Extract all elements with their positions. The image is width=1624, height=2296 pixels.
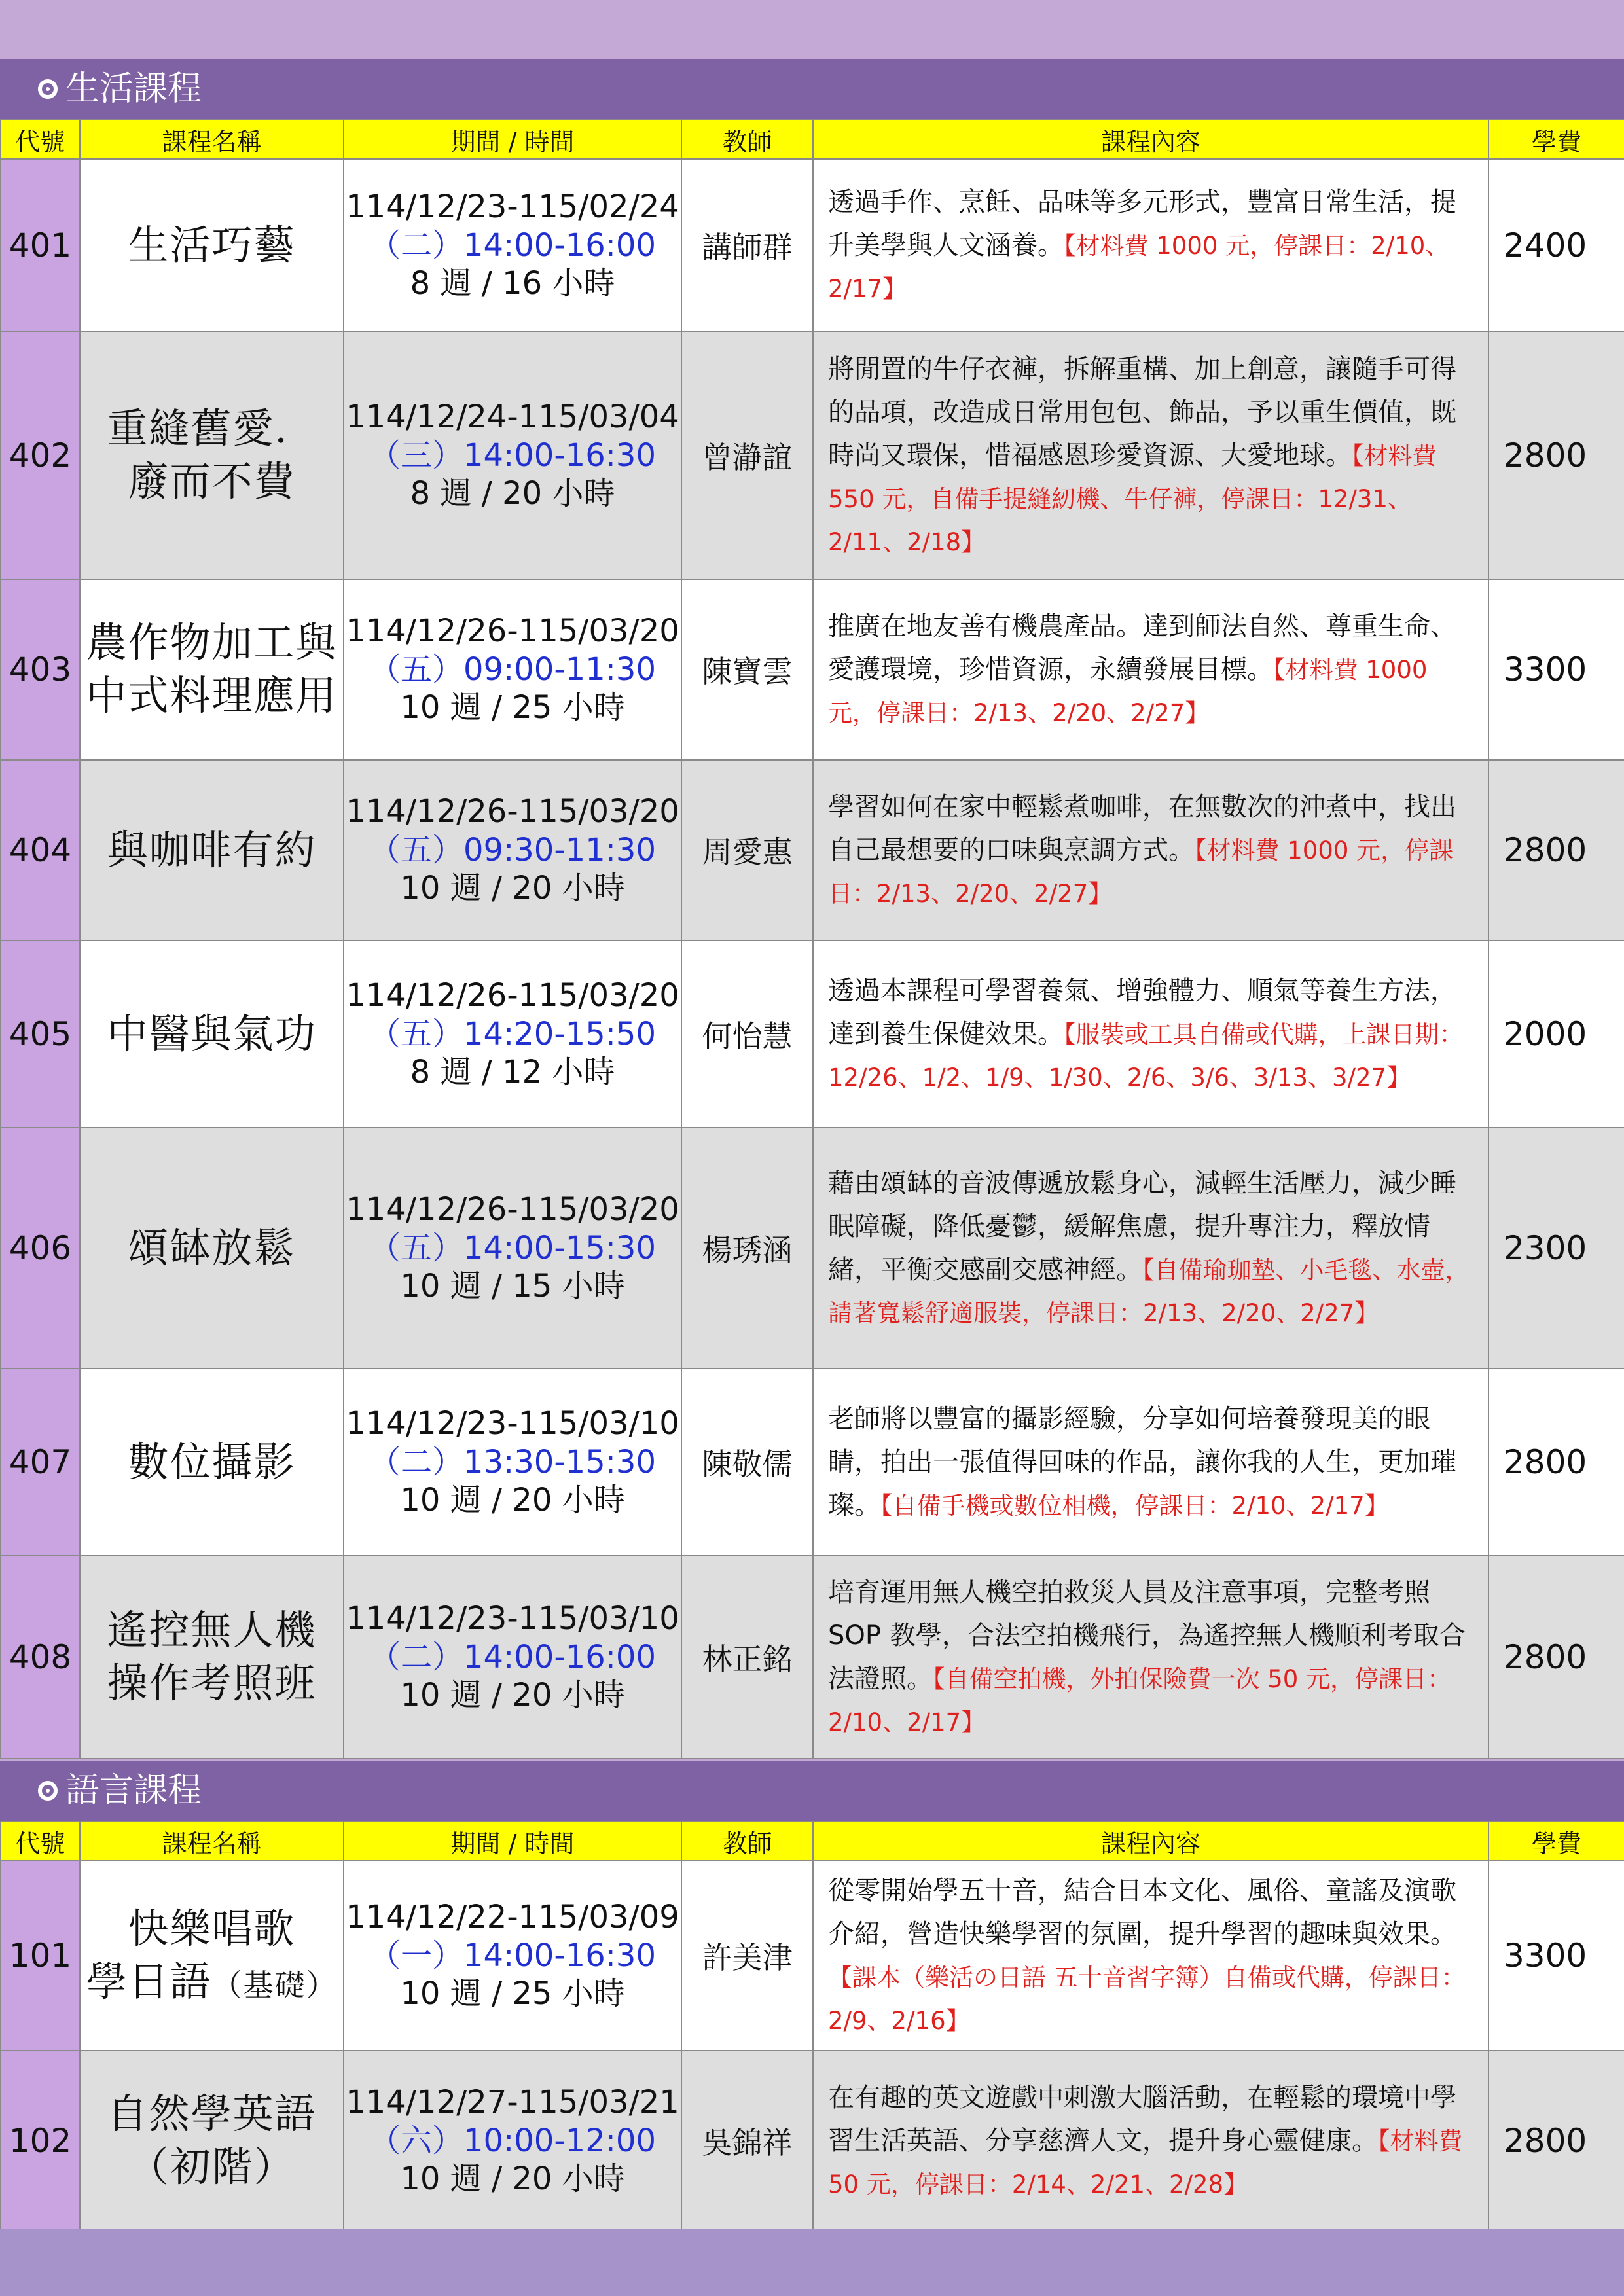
course-teacher: 陳寶雲 xyxy=(681,579,813,760)
course-description: 透過本課程可學習養氣、增強體力、順氣等養生方法，達到養生保健效果。 xyxy=(828,976,1456,1049)
course-content xyxy=(813,1369,1489,1556)
course-name-line xyxy=(81,403,343,456)
course-dates: 114/12/26-115/03/20 xyxy=(346,977,679,1014)
course-name-text: 數位攝影 xyxy=(128,1437,296,1486)
course-content xyxy=(813,2051,1489,2231)
course-code: 407 xyxy=(1,1369,80,1556)
course-level: （基礎） xyxy=(211,1967,338,2003)
course-name xyxy=(80,1128,344,1369)
course-note: 【材料費 550 元，自備手提縫紉機、牛仔褲，停課日：12/31、2/11、2/18】 xyxy=(828,442,1437,556)
course-row xyxy=(1,579,1624,760)
bullet-icon xyxy=(38,79,58,99)
course-name-text: 重縫舊愛． xyxy=(107,404,317,453)
course-name xyxy=(80,2051,344,2231)
course-fee: 3300 xyxy=(1489,1861,1624,2051)
course-description: 藉由頌缽的音波傳遞放鬆身心，減輕生活壓力，減少睡眠障礙，降低憂鬱，緩解焦慮，提升專注力，釋放情緒，平衡交感副交感神經。 xyxy=(828,1168,1456,1285)
course-content xyxy=(813,760,1489,941)
course-code: 408 xyxy=(1,1556,80,1759)
course-dates: 114/12/23-115/03/10 xyxy=(346,1405,679,1443)
course-time: （二）14:00-16:00 xyxy=(369,226,656,264)
table-header-row xyxy=(1,120,1624,159)
course-teacher: 林正銘 xyxy=(681,1556,813,1759)
course-time: （五）14:20-15:50 xyxy=(369,1015,656,1052)
course-description: 推廣在地友善有機農產品。達到師法自然、尊重生命、愛護環境，珍惜資源，永續發展目標。 xyxy=(828,611,1456,685)
course-duration: 8 週 / 12 小時 xyxy=(410,1054,615,1091)
course-fee: 2800 xyxy=(1489,332,1624,579)
course-period xyxy=(344,579,681,760)
course-description: 學習如何在家中輕鬆煮咖啡，在無數次的沖煮中，找出自己最想要的口味與烹調方式。 xyxy=(828,792,1456,865)
course-name-line xyxy=(81,2141,343,2194)
course-note: 【自備空拍機，外拍保險費一次 50 元，停課日：2/10、2/17】 xyxy=(828,1665,1452,1736)
course-period xyxy=(344,1128,681,1369)
course-duration: 10 週 / 20 小時 xyxy=(400,870,625,907)
course-name xyxy=(80,332,344,579)
course-fee: 2800 xyxy=(1489,1556,1624,1759)
course-content xyxy=(813,579,1489,760)
course-row xyxy=(1,1128,1624,1369)
course-code: 405 xyxy=(1,941,80,1128)
course-name-line xyxy=(81,670,343,723)
course-name-text: 中醫與氣功 xyxy=(107,1009,317,1058)
course-name-text: 快樂唱歌 xyxy=(128,1905,296,1953)
course-period xyxy=(344,760,681,941)
course-duration: 10 週 / 20 小時 xyxy=(400,2161,625,2198)
course-name-line xyxy=(81,2088,343,2141)
course-duration: 10 週 / 20 小時 xyxy=(400,1677,625,1714)
course-name-line xyxy=(81,219,343,272)
course-code: 404 xyxy=(1,760,80,941)
course-code: 401 xyxy=(1,159,80,332)
course-code: 406 xyxy=(1,1128,80,1369)
course-description: 老師將以豐富的攝影經驗，分享如何培養發現美的眼睛，拍出一張值得回味的作品，讓你我的人生，更加璀璨。 xyxy=(828,1404,1456,1520)
course-period xyxy=(344,1369,681,1556)
course-dates: 114/12/23-115/03/10 xyxy=(346,1600,679,1638)
course-name-text: 廢而不費 xyxy=(128,457,296,505)
course-teacher: 楊琇涵 xyxy=(681,1128,813,1369)
course-name xyxy=(80,1556,344,1759)
course-time: （六）10:00-12:00 xyxy=(369,2122,656,2159)
course-note: 【自備瑜珈墊、小毛毯、水壺，請著寬鬆舒適服裝，停課日：2/13、2/20、2/27】 xyxy=(828,1256,1470,1327)
course-description: 透過手作、烹飪、品味等多元形式，豐富日常生活，提升美學與人文涵養。 xyxy=(828,187,1456,260)
header-name: 課程名稱 xyxy=(80,1821,344,1861)
course-name xyxy=(80,159,344,332)
course-name-line xyxy=(81,456,343,509)
course-period xyxy=(344,159,681,332)
course-name-text: 學日語 xyxy=(86,1958,212,2005)
course-content xyxy=(813,1556,1489,1759)
course-name-line xyxy=(81,824,343,877)
course-name-line xyxy=(81,1657,343,1710)
course-fee: 2300 xyxy=(1489,1128,1624,1369)
section-bar-life xyxy=(0,59,1624,119)
course-name-line xyxy=(81,1222,343,1275)
course-row xyxy=(1,1369,1624,1556)
course-row xyxy=(1,159,1624,332)
course-name-text: 中式料理應用 xyxy=(86,672,338,719)
header-content: 課程內容 xyxy=(813,1821,1489,1861)
header-fee: 學費 xyxy=(1489,1821,1624,1861)
header-code: 代號 xyxy=(1,1821,80,1861)
course-note: 【材料費 50 元，停課日：2/14、2/21、2/28】 xyxy=(828,2127,1463,2198)
course-row xyxy=(1,2051,1624,2231)
course-note: 【材料費 1000 元，停課日：2/13、2/20、2/27】 xyxy=(828,656,1428,727)
course-name-text: 生活巧藝 xyxy=(128,221,296,269)
course-fee: 2800 xyxy=(1489,1369,1624,1556)
course-name-text: 遙控無人機 xyxy=(107,1606,317,1655)
course-time: （五）09:00-11:30 xyxy=(369,651,656,688)
course-code: 403 xyxy=(1,579,80,760)
course-duration: 10 週 / 15 小時 xyxy=(400,1268,625,1305)
course-name-line xyxy=(81,1604,343,1657)
course-code: 102 xyxy=(1,2051,80,2231)
course-row xyxy=(1,941,1624,1128)
table-header-row xyxy=(1,1821,1624,1861)
course-duration: 8 週 / 16 小時 xyxy=(410,265,615,302)
section-bar-language xyxy=(0,1761,1624,1821)
course-time: （五）09:30-11:30 xyxy=(369,831,656,869)
course-name-line xyxy=(81,1436,343,1489)
course-content xyxy=(813,941,1489,1128)
course-name-text: 頌缽放鬆 xyxy=(128,1223,296,1272)
course-duration: 10 週 / 25 小時 xyxy=(400,689,625,726)
header-code: 代號 xyxy=(1,120,80,159)
course-content xyxy=(813,1861,1489,2051)
course-time: （三）14:00-16:30 xyxy=(369,437,656,474)
course-name xyxy=(80,1861,344,2051)
course-content xyxy=(813,332,1489,579)
course-teacher: 陳敬儒 xyxy=(681,1369,813,1556)
course-note: 【課本（樂活の日語 五十音習字簿）自備或代購，停課日：2/9、2/16】 xyxy=(828,1964,1466,2035)
section-title: 生活課程 xyxy=(65,69,202,109)
course-time: （五）14:00-15:30 xyxy=(369,1229,656,1266)
course-period xyxy=(344,2051,681,2231)
course-table-life xyxy=(0,119,1624,1759)
course-note: 【自備手機或數位相機，停課日：2/10、2/17】 xyxy=(880,1492,1389,1520)
course-note: 【材料費 1000 元，停課日：2/13、2/20、2/27】 xyxy=(828,836,1454,908)
course-name-text: 與咖啡有約 xyxy=(107,825,317,874)
course-name-line xyxy=(81,1008,343,1061)
course-name-line xyxy=(81,1903,343,1956)
course-duration: 10 週 / 20 小時 xyxy=(400,1482,625,1519)
course-fee: 2800 xyxy=(1489,760,1624,941)
course-fee: 2800 xyxy=(1489,2051,1624,2231)
course-fee: 2400 xyxy=(1489,159,1624,332)
course-time: （一）14:00-16:30 xyxy=(369,1937,656,1974)
header-teacher: 教師 xyxy=(681,120,813,159)
course-duration: 10 週 / 25 小時 xyxy=(400,1975,625,2013)
course-dates: 114/12/26-115/03/20 xyxy=(346,1191,679,1229)
course-dates: 114/12/26-115/03/20 xyxy=(346,793,679,831)
course-name xyxy=(80,579,344,760)
bullet-icon xyxy=(38,1781,58,1801)
course-fee: 3300 xyxy=(1489,579,1624,760)
section-title: 語言課程 xyxy=(65,1771,202,1810)
course-duration: 8 週 / 20 小時 xyxy=(410,475,615,512)
header-name: 課程名稱 xyxy=(80,120,344,159)
course-description: 從零開始學五十音，結合日本文化、風俗、童謠及演歌介紹，營造快樂學習的氛圍，提升學習的趣味與效果。 xyxy=(828,1876,1456,1949)
course-content xyxy=(813,159,1489,332)
course-code: 402 xyxy=(1,332,80,579)
course-name xyxy=(80,760,344,941)
course-time: （二）13:30-15:30 xyxy=(369,1443,656,1480)
bottom-band xyxy=(0,2229,1624,2296)
course-period xyxy=(344,1861,681,2051)
course-dates: 114/12/22-115/03/09 xyxy=(346,1899,679,1936)
course-name-text: 自然學英語 xyxy=(107,2090,317,2138)
course-table-language xyxy=(0,1821,1624,2232)
course-name-line xyxy=(81,617,343,670)
header-teacher: 教師 xyxy=(681,1821,813,1861)
course-period xyxy=(344,1556,681,1759)
course-dates: 114/12/24-115/03/04 xyxy=(346,399,679,436)
course-name xyxy=(80,1369,344,1556)
course-teacher: 吳錦祥 xyxy=(681,2051,813,2231)
course-name-text: 農作物加工與 xyxy=(86,619,338,667)
header-fee: 學費 xyxy=(1489,120,1624,159)
course-row xyxy=(1,1556,1624,1759)
course-teacher: 曾瀞誼 xyxy=(681,332,813,579)
course-teacher: 周愛惠 xyxy=(681,760,813,941)
course-description: 培育運用無人機空拍救災人員及注意事項，完整考照 SOP 教學，合法空拍機飛行，為遙控無人機順利考取合法證照。 xyxy=(828,1577,1466,1694)
course-note: 【材料費 1000 元，停課日：2/10、2/17】 xyxy=(828,232,1450,303)
course-row xyxy=(1,332,1624,579)
header-content: 課程內容 xyxy=(813,120,1489,159)
course-name-text: （初階） xyxy=(128,2143,296,2191)
course-row xyxy=(1,760,1624,941)
course-dates: 114/12/27-115/03/21 xyxy=(346,2084,679,2121)
course-time: （二）14:00-16:00 xyxy=(369,1638,656,1676)
course-description: 在有趣的英文遊戲中刺激大腦活動，在輕鬆的環境中學習生活英語、分享慈濟人文，提升身心靈健康。 xyxy=(828,2083,1456,2156)
course-name xyxy=(80,941,344,1128)
course-row xyxy=(1,1861,1624,2051)
course-note: 【服裝或工具自備或代購，上課日期：12/26、1/2、1/9、1/30、2/6、3/6、3/13、3/27】 xyxy=(828,1020,1464,1092)
course-name-line xyxy=(81,1956,343,2009)
course-period xyxy=(344,332,681,579)
course-content xyxy=(813,1128,1489,1369)
course-teacher: 許美津 xyxy=(681,1861,813,2051)
course-teacher: 何怡慧 xyxy=(681,941,813,1128)
course-description: 將閒置的牛仔衣褲，拆解重構、加上創意，讓隨手可得的品項，改造成日常用包包、飾品，予以重生價值，既時尚又環保，惜福感恩珍愛資源、大愛地球。 xyxy=(828,354,1456,471)
course-period xyxy=(344,941,681,1128)
course-code: 101 xyxy=(1,1861,80,2051)
course-dates: 114/12/23-115/02/24 xyxy=(346,188,679,226)
course-name-text: 操作考照班 xyxy=(107,1659,317,1707)
header-period: 期間 / 時間 xyxy=(344,1821,681,1861)
header-period: 期間 / 時間 xyxy=(344,120,681,159)
course-dates: 114/12/26-115/03/20 xyxy=(346,613,679,650)
course-teacher: 講師群 xyxy=(681,159,813,332)
top-band xyxy=(0,0,1624,59)
course-fee: 2000 xyxy=(1489,941,1624,1128)
